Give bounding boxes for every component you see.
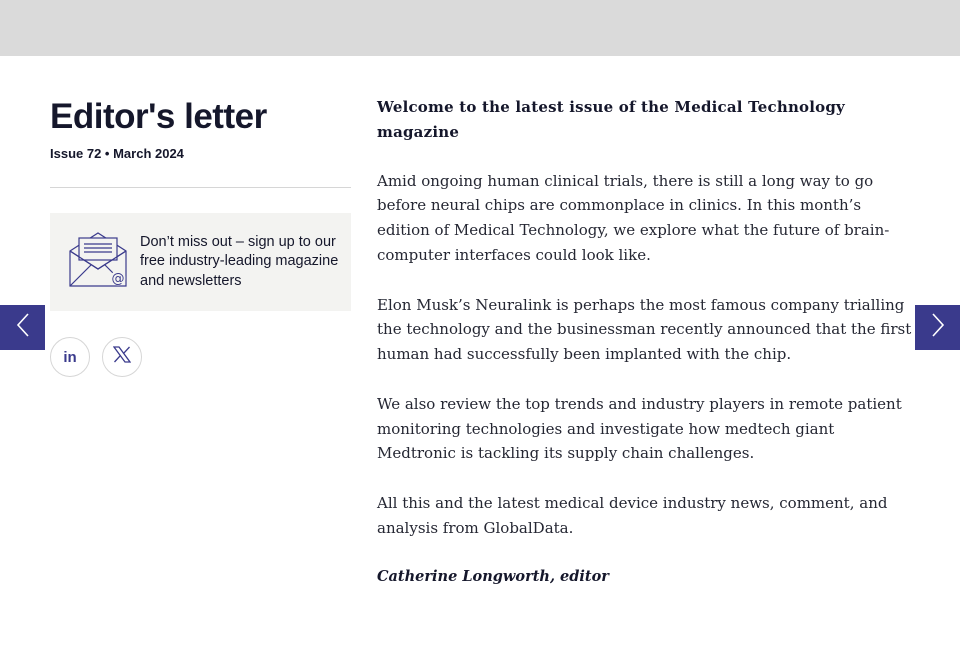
svg-text:@: @: [111, 271, 125, 286]
divider: [50, 187, 351, 188]
article-paragraph: All this and the latest medical device industry news, comment, and analysis from GlobalData.: [377, 493, 888, 537]
issue-line: Issue 72 • March 2024: [50, 146, 184, 161]
newsletter-signup-box[interactable]: [50, 213, 351, 311]
article-paragraph: Elon Musk’s Neuralink is perhaps the most famous company trialling the technology and the businessman recently announced that the first human had successfully been implanted with the chip.: [377, 295, 912, 364]
chevron-right-icon: [930, 312, 946, 343]
signup-text[interactable]: Don’t miss out – sign up to our free industry-leading magazine and newsletters: [140, 233, 339, 289]
chevron-left-icon: [15, 312, 31, 343]
social-share: [50, 337, 351, 377]
article-lead: Welcome to the latest issue of the Medical Technology magazine: [377, 98, 845, 141]
article-paragraph: Amid ongoing human clinical trials, there is still a long way to go before neural chips are commonplace in clinics. In this month’s edition of Medical Technology, we explore what the future of brain-computer interfaces could look like.: [377, 171, 890, 264]
next-button[interactable]: [915, 305, 960, 350]
x-icon: [113, 346, 131, 368]
article-body: [377, 95, 917, 590]
article-paragraph: We also review the top trends and industry players in remote patient monitoring technologies and investigate how medtech giant Medtronic is tackling its supply chain challenges.: [377, 394, 902, 463]
envelope-at-icon: [69, 231, 127, 294]
previous-button[interactable]: [0, 305, 45, 350]
linkedin-share-button[interactable]: [50, 337, 90, 377]
x-share-button[interactable]: [102, 337, 142, 377]
linkedin-icon: in: [63, 348, 77, 366]
top-bar: [0, 0, 960, 56]
page-title: Editor's letter: [50, 97, 267, 136]
editor-signature: Catherine Longworth, editor: [377, 568, 609, 586]
left-column: [50, 96, 351, 377]
